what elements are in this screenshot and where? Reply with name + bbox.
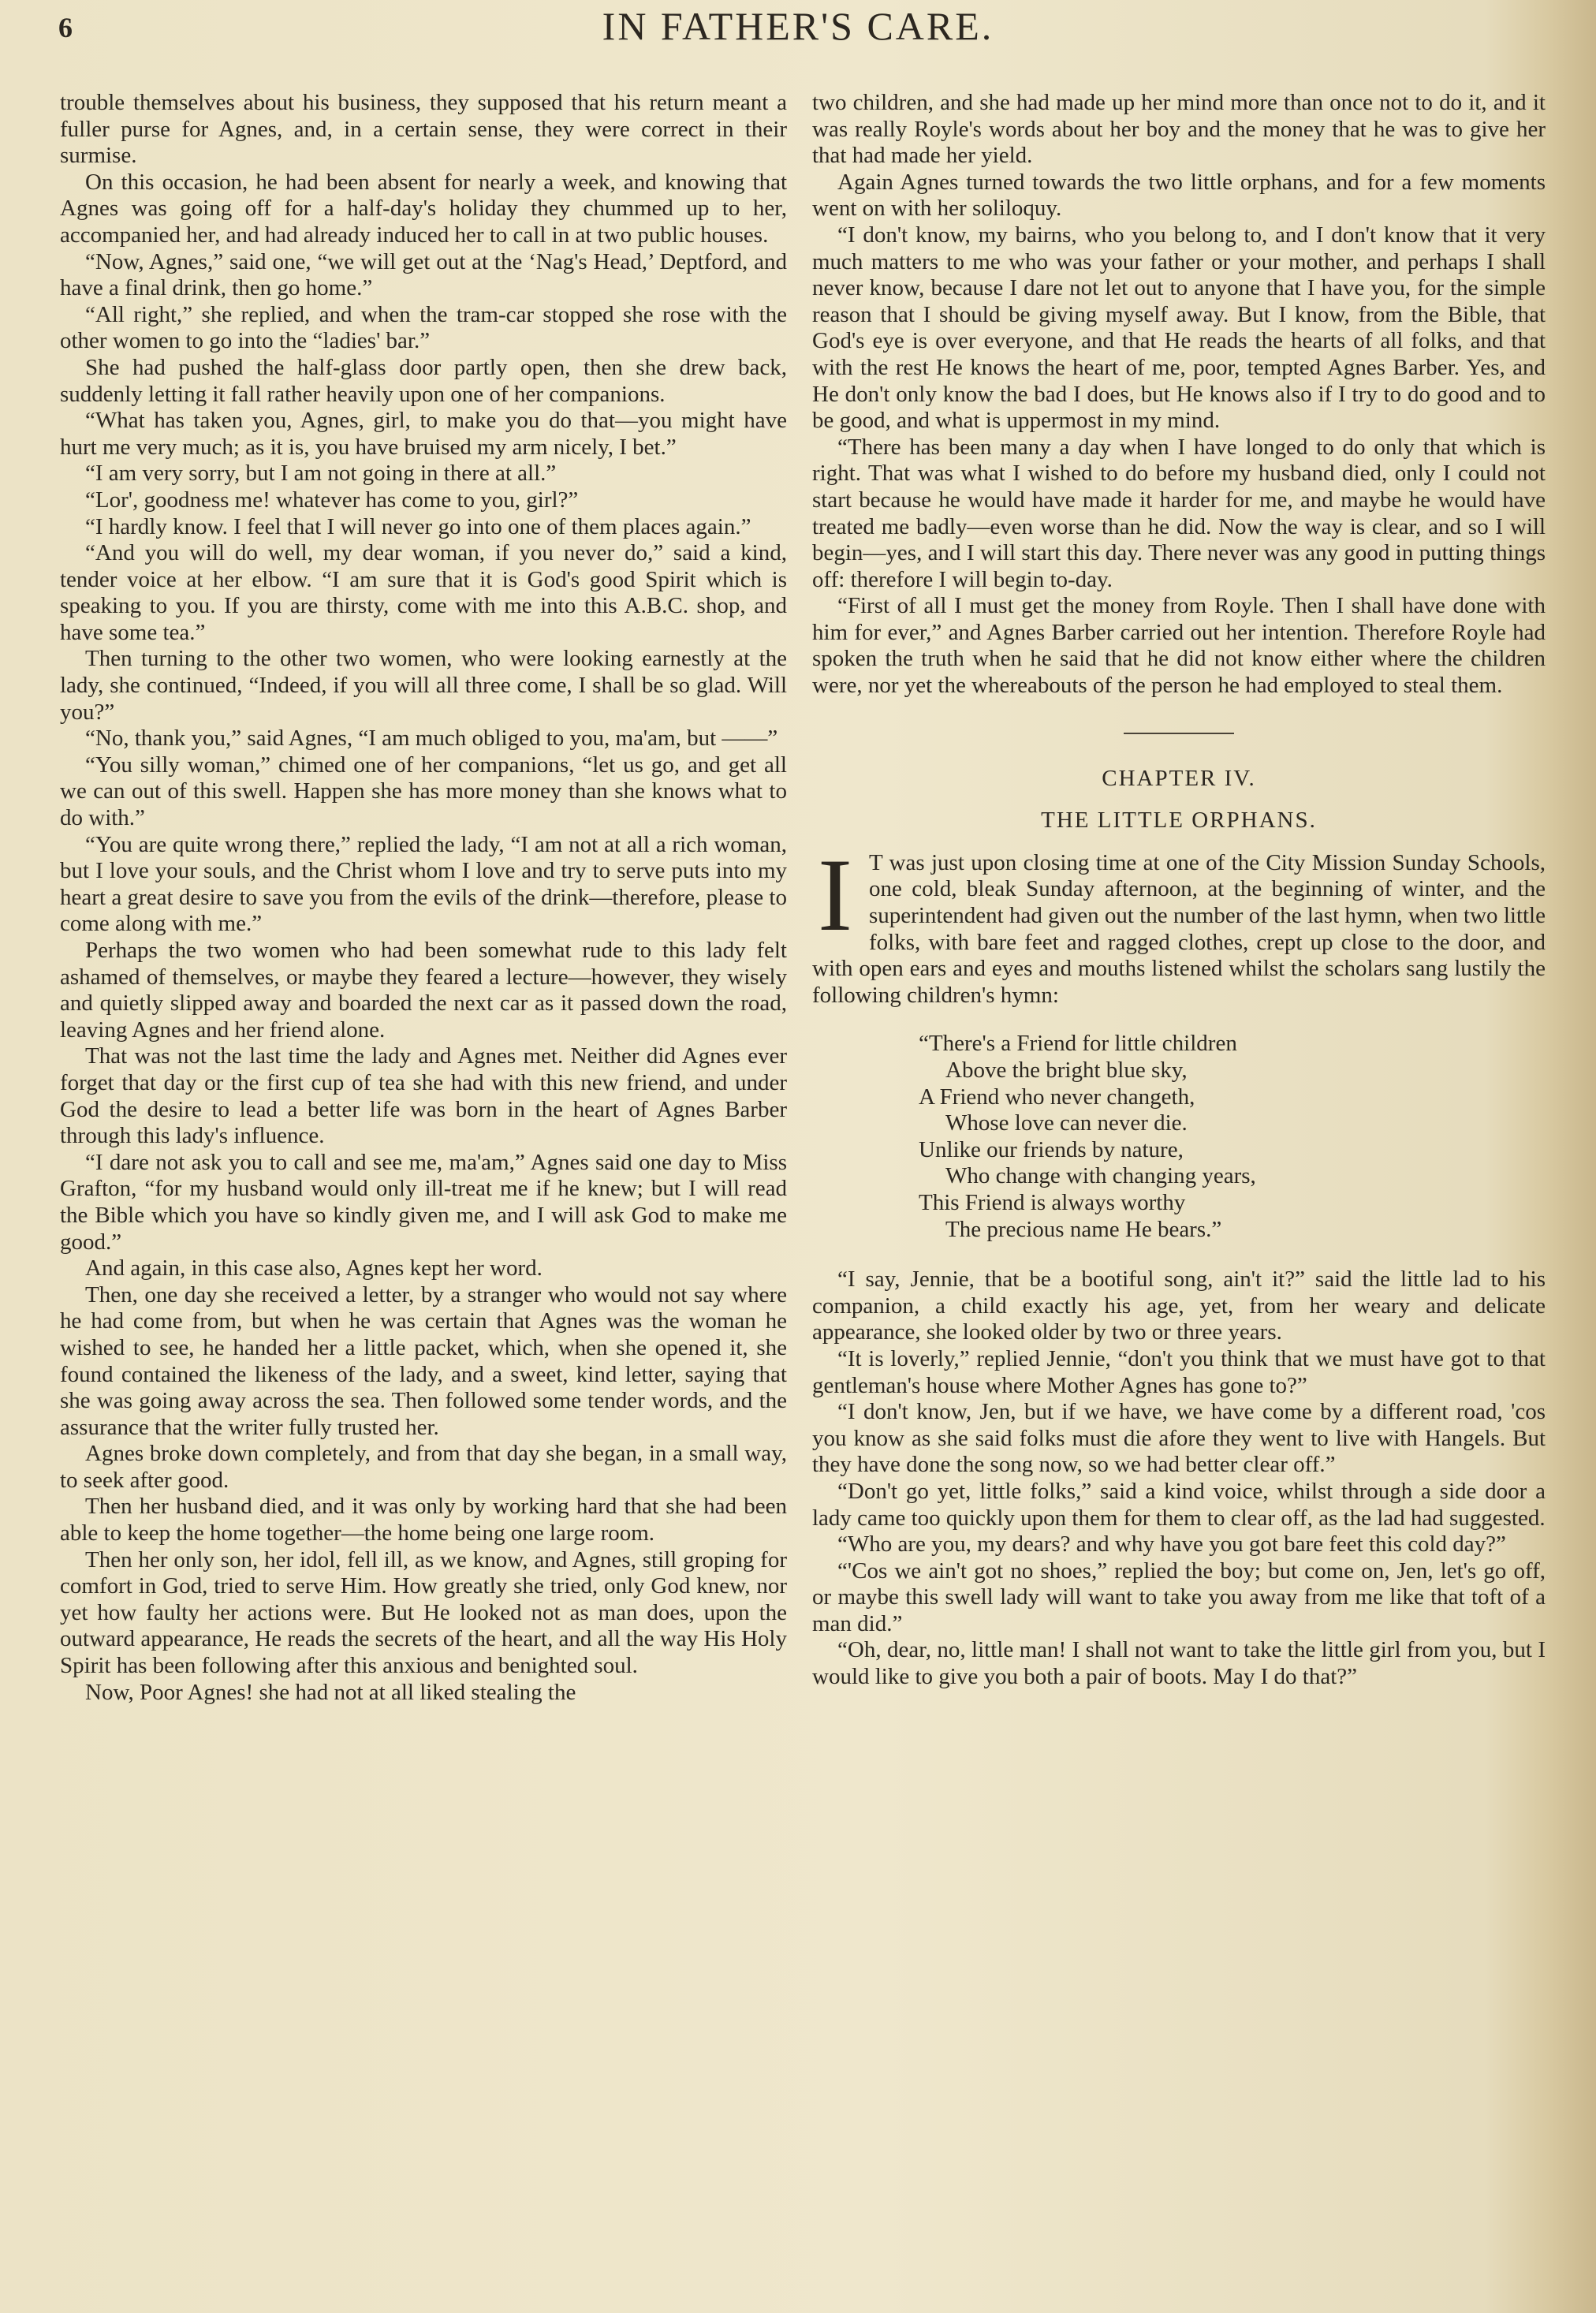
section-divider xyxy=(1124,733,1234,734)
drop-cap: I xyxy=(818,836,852,953)
paragraph: “Oh, dear, no, little man! I shall not want to take the little girl from you, but I would like to give you both a pair of boots. May I do that?” xyxy=(812,1637,1546,1690)
paragraph: Then her husband died, and it was only by working hard that she had been able to keep the home together—the home being one large room. xyxy=(60,1494,787,1546)
paragraph: Then, one day she received a letter, by a stranger who would not say where he had come from, but when he was certain that Agnes was the woman he wished to see, he handed her a little packet, which, when she opened it, she found contained the likeness of the lady, and a sweet, kind letter, saying that she was going away across the sea. Then followed some tender words, and the assurance that the writer fully trusted her. xyxy=(60,1281,787,1440)
paragraph: On this occasion, he had been absent for nearly a week, and knowing that Agnes was going off for a half-day's holiday they chummed up to her, accompanied her, and had already induced her to call in at two public houses. xyxy=(60,169,787,248)
paragraph: “'Cos we ain't got no shoes,” replied the boy; but come on, Jen, let's go off, or maybe this swell lady will want to take you away from me like that toft of a man did.” xyxy=(812,1558,1546,1636)
paragraph: Perhaps the two women who had been somewhat rude to this lady felt ashamed of themselves, or maybe they feared a lecture—however, they wisely and quietly slipped away and boarded the next car as it passed down the road, leaving Agnes and her friend alone. xyxy=(60,938,787,1043)
paragraph: “I hardly know. I feel that I will never go into one of them places again.” xyxy=(85,513,751,539)
hymn-line: Whose love can never die. xyxy=(945,1110,1188,1136)
paragraph: “Don't go yet, little folks,” said a kind voice, whilst through a side door a lady came too quickly upon them for them to clear off, as the lad had suggested. xyxy=(812,1478,1546,1531)
paragraph: trouble themselves about his business, they supposed that his return meant a fuller purse for Agnes, and, in a certain sense, they were correct in their surmise. xyxy=(60,90,787,169)
hymn-line: “There's a Friend for little children xyxy=(919,1031,1237,1057)
hymn-line: Unlike our friends by nature, xyxy=(919,1136,1184,1162)
paragraph: two children, and she had made up her mind more than once not to do it, and it was really Royle's words about her boy and the money that he was to give her that had made her yield. xyxy=(812,90,1546,169)
chapter-opening-text: T was just upon closing time at one of the City Mission Sunday Schools, one cold, bleak Sunday afternoon, at the beginning of winter, and the superintendent had given out the number of the last hymn, when two little folks, with bare feet and ragged clothes, crept up close to the door, and with open ears and eyes and mouths listened whilst the scholars sang lustily the following children's hymn: xyxy=(812,849,1546,1008)
paragraph: That was not the last time the lady and Agnes met. Neither did Agnes ever forget that day or the first cup of tea she had with this new friend, and under God the desire to lead a better life was born in the heart of Agnes Barber through this lady's influence. xyxy=(60,1043,787,1149)
paragraph: Again Agnes turned towards the two little orphans, and for a few moments went on with her soliloquy. xyxy=(812,169,1546,222)
hymn-verse xyxy=(919,1031,1546,1243)
hymn-line: This Friend is always worthy xyxy=(919,1189,1186,1215)
chapter-title: THE LITTLE ORPHANS. xyxy=(1041,808,1317,834)
paragraph: “I don't know, Jen, but if we have, we have come by a different road, 'cos you know as she said folks must die afore they went to live with Hangels. But they have done the song now, so we had better clear off.” xyxy=(812,1399,1546,1478)
running-title: IN FATHER'S CARE. xyxy=(602,4,994,48)
paragraph: “You are quite wrong there,” replied the lady, “I am not at all a rich woman, but I love your souls, and the Christ whom I love and try to serve puts into my heart a great desire to save you from the evils of the drink—therefore, please to come along with me.” xyxy=(60,831,787,937)
paragraph: “I am very sorry, but I am not going in there at all.” xyxy=(85,461,557,487)
paragraph: “What has taken you, Agnes, girl, to make you do that—you might have hurt me very much; as it is, you have bruised my arm nicely, I bet.” xyxy=(60,408,787,460)
paragraph: “There has been many a day when I have longed to do only that which is right. That was what I wished to do before my husband died, only I could not start because he would have made it harder for me, and maybe he would have treated me badly—even worse than he did. Now the way is clear, and so I will begin—yes, and I will start this day. There never was any good in putting things off: therefore I will begin to-day. xyxy=(812,434,1546,592)
paragraph: “And you will do well, my dear woman, if you never do,” said a kind, tender voice at her elbow. “I am sure that it is God's good Spirit which is speaking to you. If you are thirsty, come with me into this A.B.C. shop, and have some tea.” xyxy=(60,540,787,645)
paragraph: “I say, Jennie, that be a bootiful song, ain't it?” said the little lad to his companion, a child exactly his age, yet, from her weary and delicate appearance, she looked older by two or three years. xyxy=(812,1267,1546,1345)
right-column xyxy=(812,90,1546,1691)
hymn-line: Who change with changing years, xyxy=(945,1163,1256,1189)
chapter-opening-paragraph xyxy=(812,836,1546,1009)
paragraph: She had pushed the half-glass door partly open, then she drew back, suddenly letting it fall rather heavily upon one of her companions. xyxy=(60,354,787,407)
paragraph: Then her only son, her idol, fell ill, as we know, and Agnes, still groping for comfort in God, tried to serve Him. How greatly she tried, only God knew, nor yet how faulty her actions were. But He looked not as man does, upon the outward appearance, He reads the secrets of the heart, and all the way His Holy Spirit has been following after this anxious and benighted soul. xyxy=(60,1546,787,1679)
paragraph: “Lor', goodness me! whatever has come to you, girl?” xyxy=(85,487,579,513)
left-column xyxy=(60,90,787,1706)
paragraph: “All right,” she replied, and when the tram-car stopped she rose with the other women to go into the “ladies' bar.” xyxy=(60,301,787,354)
chapter-number: CHAPTER IV. xyxy=(1102,765,1256,791)
hymn-line: A Friend who never changeth, xyxy=(919,1084,1195,1110)
page-number: 6 xyxy=(58,12,73,43)
paragraph: “First of all I must get the money from Royle. Then I shall have done with him for ever,” and Agnes Barber carried out her intention. Therefore Royle had spoken the truth when he said that he did not know either where the children were, nor yet the whereabouts of the person he had employed to steal them. xyxy=(812,593,1546,699)
paragraph: “Who are you, my dears? and why have you got bare feet this cold day?” xyxy=(837,1531,1506,1558)
paragraph: Now, Poor Agnes! she had not at all liked stealing the xyxy=(85,1679,576,1705)
paragraph: And again, in this case also, Agnes kept her word. xyxy=(85,1255,543,1281)
paragraph: Then turning to the other two women, who were looking earnestly at the lady, she continued, “Indeed, if you will all three come, I shall be so glad. Will you?” xyxy=(60,646,787,725)
paragraph: “You silly woman,” chimed one of her companions, “let us go, and get all we can out of this swell. Happen she has more money than she knows what to do with.” xyxy=(60,752,787,831)
paragraph: “No, thank you,” said Agnes, “I am much obliged to you, ma'am, but ——” xyxy=(85,726,778,752)
paragraph: “It is loverly,” replied Jennie, “don't you think that we must have got to that gentleman's house where Mother Agnes has gone to?” xyxy=(812,1345,1546,1398)
paragraph: “I dare not ask you to call and see me, ma'am,” Agnes said one day to Miss Grafton, “for my husband would only ill-treat me if he knew; but I will read the Bible which you have so kindly given me, and I will ask God to make me good.” xyxy=(60,1149,787,1255)
paragraph: “Now, Agnes,” said one, “we will get out at the ‘Nag's Head,’ Deptford, and have a final drink, then go home.” xyxy=(60,248,787,301)
paragraph: Agnes broke down completely, and from that day she began, in a small way, to seek after good. xyxy=(60,1441,787,1493)
paragraph: “I don't know, my bairns, who you belong to, and I don't know that it very much matters to me who was your father or your mother, and perhaps I shall never know, because I dare not let out to anyone that I have you, for the simple reason that I should be giving myself away. But I know, from the Bible, that God's eye is over everyone, and that He reads the hearts of all folks, and that with the rest He knows the heart of me, poor, tempted Agnes Barber. Yes, and He don't only know the bad I does, but He knows also if I try to do good and to be good, and what is uppermost in my mind. xyxy=(812,222,1546,434)
hymn-line: Above the bright blue sky, xyxy=(945,1058,1188,1083)
hymn-line: The precious name He bears.” xyxy=(945,1216,1222,1242)
